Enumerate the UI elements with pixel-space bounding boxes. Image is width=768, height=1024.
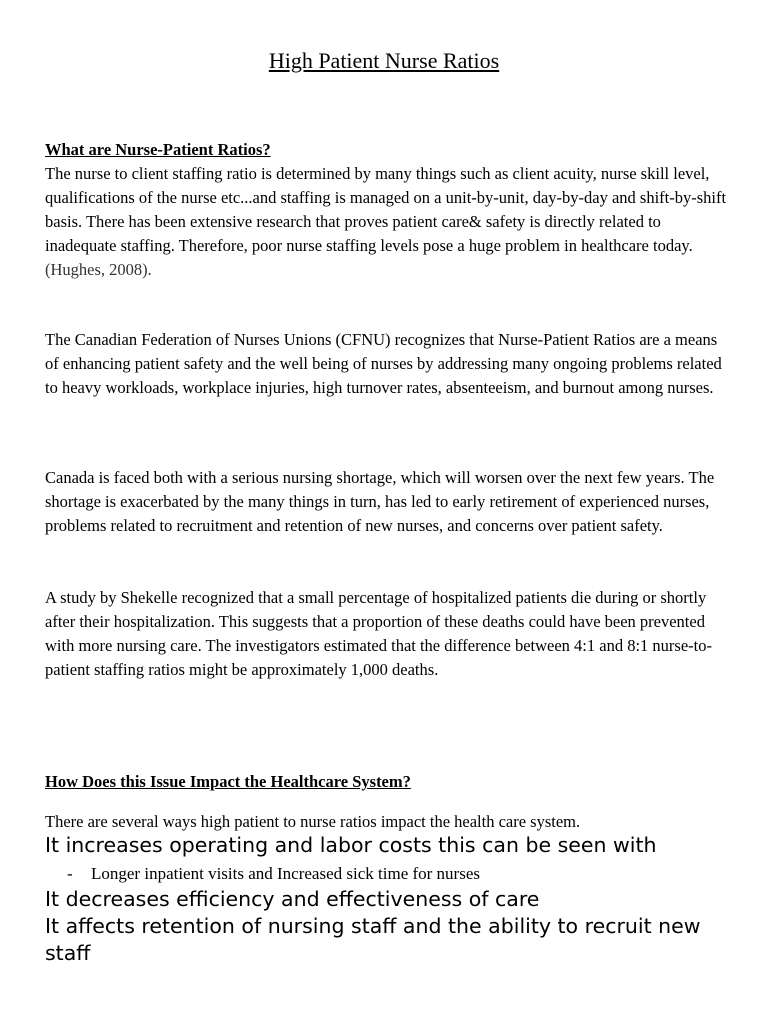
impact-intro: There are several ways high patient to nurse ratios impact the health care system. [45,812,581,831]
impact-point-efficiency: It decreases efficiency and effectiveness of care [45,887,540,911]
document-title: High Patient Nurse Ratios [268,48,500,73]
section-nurse-patient-ratios [45,138,735,282]
sub-bullet-item [67,862,727,886]
section-heading: How Does this Issue Impact the Healthcare System? [45,772,411,791]
paragraph-3: Canada is faced both with a serious nursing shortage, which will worsen over the next few years. The shortage is exacerbated by the many things in turn, has led to early retirement of experienced nurses, problems related to recruitment and retention of new nurses, and concerns over patient safety. [45,468,715,535]
dash-bullet-icon: - [67,864,73,883]
section-heading: What are Nurse-Patient Ratios? [45,140,271,159]
sub-bullet-text: Longer inpatient visits and Increased sick time for nurses [91,864,480,883]
paragraph-2: The Canadian Federation of Nurses Unions (CFNU) recognizes that Nurse-Patient Ratios are a means of enhancing patient safety and the well being of nurses by addressing many ongoing problems related to heavy workloads, workplace injuries, high turnover rates, absenteeism, and burnout among nurses. [45,330,722,397]
impact-point-retention: It affects retention of nursing staff and the ability to recruit new staff [45,914,701,965]
citation: (Hughes, 2008). [45,260,152,279]
impact-point-costs: It increases operating and labor costs this can be seen with [45,833,657,857]
section-impact-heading [45,770,735,794]
paragraph-4: A study by Shekelle recognized that a small percentage of hospitalized patients die during or shortly after their hospitalization. This suggests that a proportion of these deaths could have been prevented with more nursing care. The investigators estimated that the difference between 4:1 and 8:1 nurse-to-patient staffing ratios might be approximately 1,000 deaths. [45,588,712,679]
paragraph-1 [45,162,735,282]
paragraph-1-text: The nurse to client staffing ratio is determined by many things such as client acuity, nurse skill level, qualifications of the nurse etc...and staffing is managed on a unit-by-unit, day-by-day and shift-by-shift basis. There has been extensive research that proves patient care& safety is directly related to inadequate staffing. Therefore, poor nurse staffing levels pose a huge problem in healthcare today. [45,164,727,255]
